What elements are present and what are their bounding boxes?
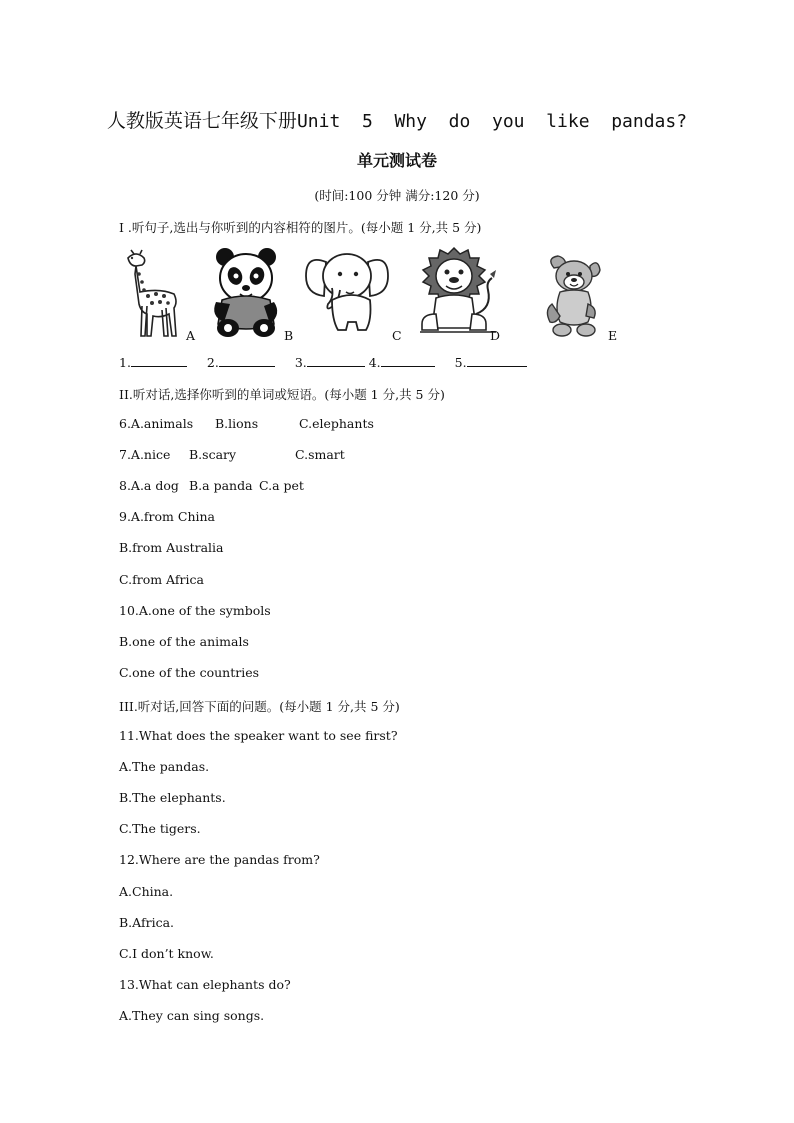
q7-option-a[interactable]: 7.A.nice	[119, 447, 171, 462]
title-chinese: 人教版英语七年级下册	[106, 110, 297, 132]
q12-option-a[interactable]: A.China.	[119, 884, 174, 899]
picture-label-c: C	[392, 328, 402, 343]
exam-meta: (时间:100 分钟 满分:120 分)	[314, 188, 480, 203]
picture-label-a: A	[186, 328, 196, 343]
answer-blank-2[interactable]	[219, 354, 275, 367]
q9-option-c[interactable]: C.from Africa	[119, 572, 204, 587]
title-english: Unit 5 Why do you like pandas?	[296, 111, 688, 132]
q7-option-b[interactable]: B.scary	[189, 447, 237, 462]
lion-icon	[414, 244, 506, 340]
q6-option-a[interactable]: 6.A.animals	[119, 416, 194, 431]
blank-label-2: 2.	[206, 355, 219, 370]
q10-option-c[interactable]: C.one of the countries	[119, 665, 260, 680]
q6-option-c[interactable]: C.elephants	[299, 416, 374, 431]
answer-blanks-row	[119, 354, 527, 370]
question-6	[119, 416, 374, 431]
dog-icon	[544, 254, 606, 340]
q8-option-b[interactable]: B.a panda	[189, 478, 253, 493]
picture-label-d: D	[490, 328, 501, 343]
blank-label-4: 4.	[368, 355, 381, 370]
q12-question: 12.Where are the pandas from?	[119, 852, 320, 867]
answer-blank-5[interactable]	[467, 354, 527, 367]
q8-option-c[interactable]: C.a pet	[259, 478, 304, 493]
q13-question: 13.What can elephants do?	[119, 977, 291, 992]
q11-option-b[interactable]: B.The elephants.	[119, 790, 226, 805]
answer-blank-3[interactable]	[307, 354, 365, 367]
q10-option-a[interactable]: 10.A.one of the symbols	[119, 603, 271, 618]
blank-label-5: 5.	[454, 355, 467, 370]
q9-option-b[interactable]: B.from Australia	[119, 540, 224, 555]
q11-option-c[interactable]: C.The tigers.	[119, 821, 201, 836]
q11-option-a[interactable]: A.The pandas.	[119, 759, 210, 774]
q11-question: 11.What does the speaker want to see first?	[119, 728, 398, 743]
q7-option-c[interactable]: C.smart	[295, 447, 345, 462]
section3-heading: III.听对话,回答下面的问题。(每小题 1 分,共 5 分)	[119, 699, 400, 714]
picture-label-e: E	[608, 328, 618, 343]
q10-option-b[interactable]: B.one of the animals	[119, 634, 249, 649]
blank-label-3: 3.	[294, 355, 307, 370]
picture-label-b: B	[284, 328, 294, 343]
question-8	[119, 478, 304, 493]
section1-heading: I .听句子,选出与你听到的内容相符的图片。(每小题 1 分,共 5 分)	[119, 220, 482, 235]
section2-heading: II.听对话,选择你听到的单词或短语。(每小题 1 分,共 5 分)	[119, 387, 445, 402]
answer-blank-1[interactable]	[131, 354, 187, 367]
q12-option-c[interactable]: C.I don’t know.	[119, 946, 214, 961]
panda-icon	[208, 244, 284, 338]
q9-option-a[interactable]: 9.A.from China	[119, 509, 215, 524]
question-7	[119, 447, 345, 462]
elephant-icon	[304, 248, 390, 340]
giraffe-icon	[120, 248, 182, 340]
answer-blank-4[interactable]	[381, 354, 435, 367]
page-title	[0, 106, 794, 133]
q12-option-b[interactable]: B.Africa.	[119, 915, 174, 930]
q6-option-b[interactable]: B.lions	[215, 416, 259, 431]
q8-option-a[interactable]: 8.A.a dog	[119, 478, 179, 493]
q13-option-a[interactable]: A.They can sing songs.	[119, 1008, 265, 1023]
blank-label-1: 1.	[119, 355, 131, 370]
page-subtitle: 单元测试卷	[356, 151, 437, 170]
